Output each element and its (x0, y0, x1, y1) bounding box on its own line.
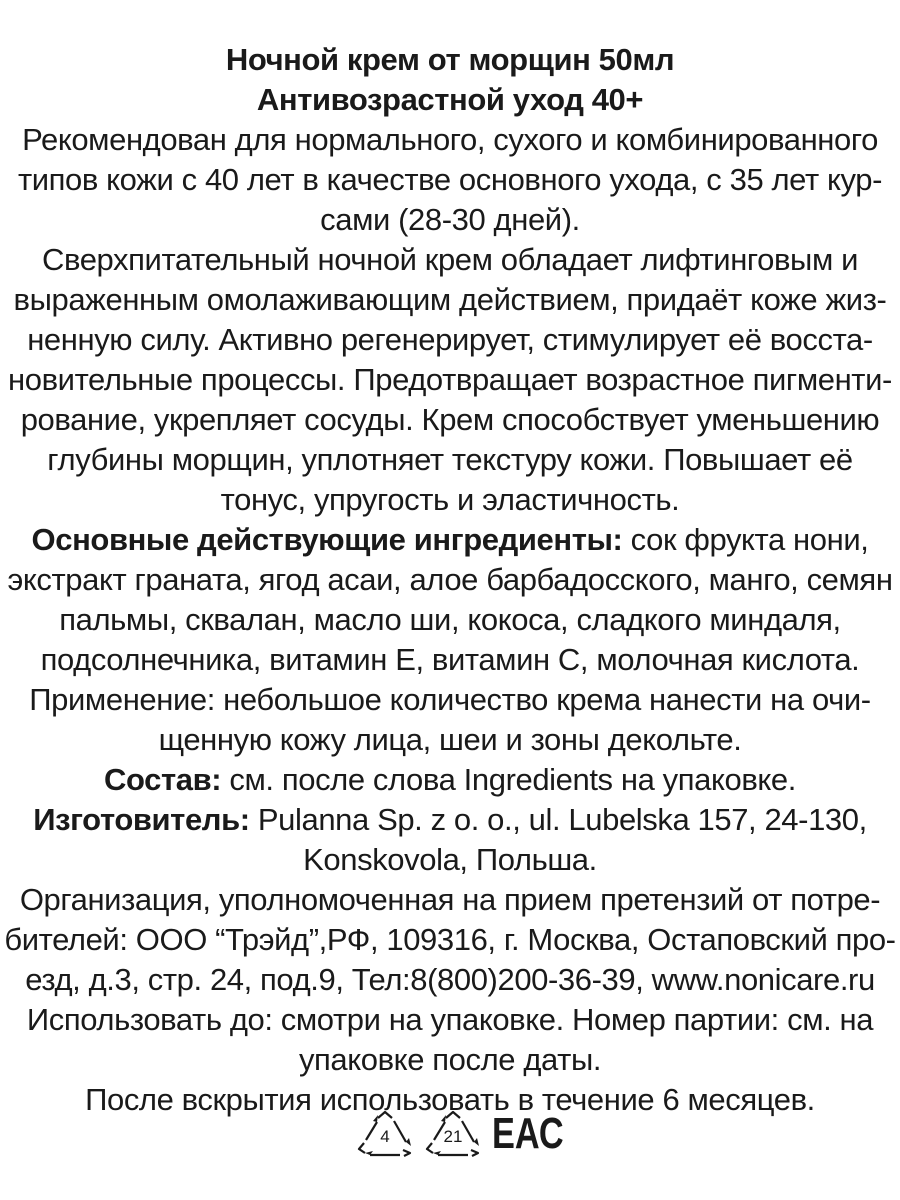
product-title: Ночной крем от морщин 50мл (225, 42, 675, 77)
recommendation-line: типов кожи с 40 лет в качестве основного ухода, с 35 лет кур- (17, 162, 883, 197)
manufacturer-line (0, 800, 900, 840)
ingredients-line: подсолнечника, витамин Е, витамин С, молочная кислота. (40, 642, 860, 677)
ingredients-line: пальмы, сквалан, масло ши, кокоса, сладкого миндаля, (59, 602, 841, 637)
description-line: выраженным омолаживающим действием, придаёт коже жиз- (13, 282, 887, 317)
description-line: новительные процессы. Предотвращает возрастное пигменти- (8, 362, 892, 397)
organization-line: бителей: ООО “Трэйд”,РФ, 109316, г. Москва, Остаповский про- (4, 922, 896, 957)
expiry-line: упаковке после даты. (298, 1042, 602, 1077)
composition-line (0, 760, 900, 800)
manufacturer-address: Konskovola, Польша. (303, 842, 597, 877)
recycle-number: 4 (380, 1127, 390, 1146)
organization-line: Организация, уполномоченная на прием претензий от потре- (19, 882, 881, 917)
description-line: рование, укрепляет сосуды. Крем способствует уменьшению (20, 402, 880, 437)
manufacturer-label: Изготовитель: (33, 802, 250, 837)
recycle-icon (424, 1109, 482, 1159)
product-subtitle: Антивозрастной уход 40+ (256, 82, 644, 117)
usage-line: Применение: небольшое количество крема нанести на очи- (29, 682, 871, 717)
product-label-text (0, 40, 900, 1120)
description-line: тонус, упругость и эластичность. (220, 482, 680, 517)
after-opening-line: После вскрытия использовать в течение 6 месяцев. (85, 1082, 815, 1117)
description-line: глубины морщин, уплотняет текстуру кожи. Повышает её (47, 442, 853, 477)
eac-mark-icon: ЕАС (492, 1109, 564, 1158)
ingredients-text: сок фрукта нони, (622, 522, 869, 557)
organization-line: езд, д.3, стр. 24, под.9, Тел:8(800)200-36-39, www.nonicare.ru (25, 962, 875, 997)
recommendation-line: Рекомендован для нормального, сухого и комбинированного (22, 122, 878, 157)
description-line: Сверхпитательный ночной крем обладает лифтинговым и (42, 242, 858, 277)
recycle-number: 21 (443, 1127, 463, 1146)
description-line: ненную силу. Активно регенерирует, стимулирует её восста- (27, 322, 873, 357)
expiry-line: Использовать до: смотри на упаковке. Номер партии: см. на (26, 1002, 874, 1037)
ingredients-label: Основные действующие ингредиенты: (31, 522, 623, 557)
composition-text: см. после слова Ingredients на упаковке. (221, 762, 796, 797)
usage-line: щенную кожу лица, шеи и зоны декольте. (158, 722, 742, 757)
ingredients-first-line (0, 520, 900, 560)
ingredients-line: экстракт граната, ягод асаи, алое барбадосского, манго, семян (7, 562, 893, 597)
certification-marks (0, 1104, 900, 1164)
recommendation-line: сами (28-30 дней). (320, 202, 580, 237)
composition-label: Состав: (104, 762, 222, 797)
manufacturer-text: Pulanna Sp. z o. o., ul. Lubelska 157, 24-130, (249, 802, 867, 837)
recycle-icon (356, 1109, 414, 1159)
